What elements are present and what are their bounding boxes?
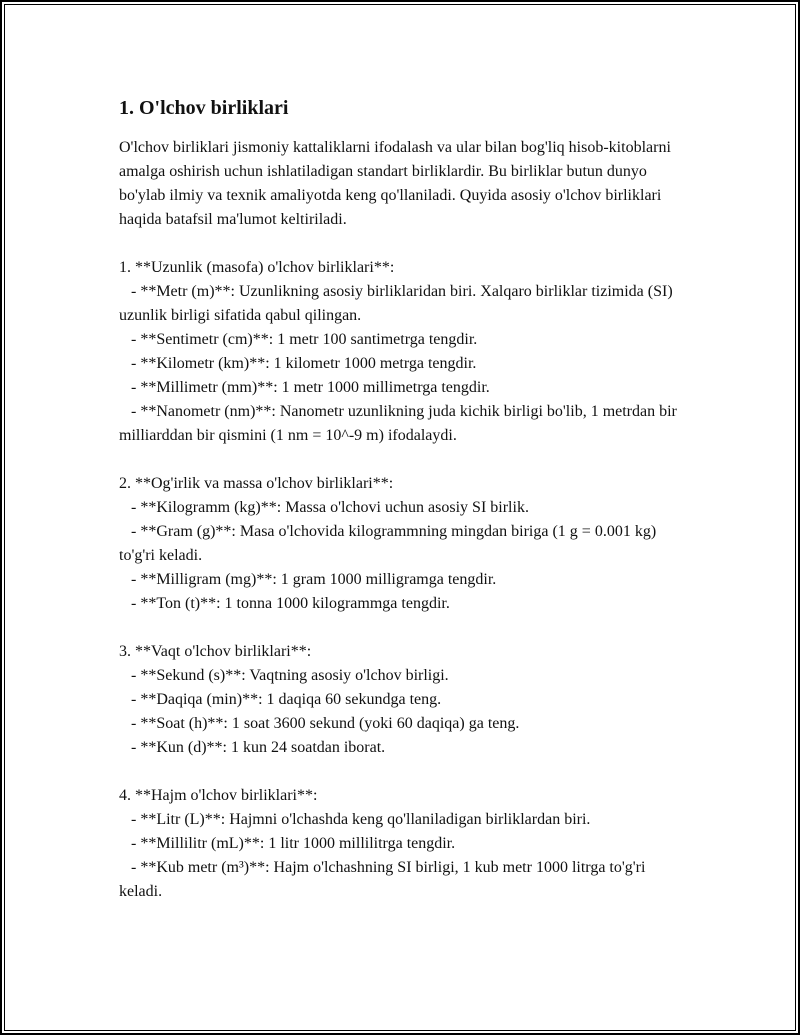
list-item xyxy=(119,328,684,352)
list-item-text: - **Litr (L)**: Hajmni o'lchashda keng qo'llaniladigan birliklardan biri. xyxy=(131,811,591,828)
section-1 xyxy=(119,256,684,448)
list-item-text: - **Daqiqa (min)**: 1 daqiqa 60 sekundga teng. xyxy=(131,691,442,708)
list-item xyxy=(119,400,684,448)
list-item-text: - **Nanometr (nm)**: Nanometr uzunlikning juda kichik birligi bo'lib, 1 metrdan bir milliarddan bir qismini (1 nm = 10^-9 m) ifodalaydi. xyxy=(119,403,681,444)
list-item-text: - **Sentimetr (cm)**: 1 metr 100 santimetrga tengdir. xyxy=(131,331,478,348)
list-item-text: - **Kun (d)**: 1 kun 24 soatdan iborat. xyxy=(131,739,386,756)
list-item-text: - **Millimetr (mm)**: 1 metr 1000 millimetrga tengdir. xyxy=(131,379,490,396)
list-item xyxy=(119,496,684,520)
section-heading: 4. **Hajm o'lchov birliklari**: xyxy=(119,787,318,804)
list-item xyxy=(119,808,684,832)
section-heading: 3. **Vaqt o'lchov birliklari**: xyxy=(119,643,312,660)
list-item xyxy=(119,568,684,592)
list-item-text: - **Kilogramm (kg)**: Massa o'lchovi uchun asosiy SI birlik. xyxy=(131,499,529,516)
section-2 xyxy=(119,472,684,616)
section-heading: 1. **Uzunlik (masofa) o'lchov birliklari**: xyxy=(119,259,395,276)
list-item-text: - **Kub metr (m³)**: Hajm o'lchashning SI birligi, 1 kub metr 1000 litrga to'g'ri keladi. xyxy=(119,859,650,900)
list-item xyxy=(119,352,684,376)
list-item xyxy=(119,592,684,616)
list-item-text: - **Metr (m)**: Uzunlikning asosiy birliklaridan biri. Xalqaro birliklar tizimida (SI) uzunlik birligi sifatida qabul qilingan. xyxy=(119,283,677,324)
document-title: 1. O'lchov birliklari xyxy=(119,97,289,119)
list-item-text: - **Millilitr (mL)**: 1 litr 1000 millilitrga tengdir. xyxy=(131,835,456,852)
list-item-text: - **Sekund (s)**: Vaqtning asosiy o'lchov birligi. xyxy=(131,667,449,684)
section-3 xyxy=(119,640,684,760)
section-4 xyxy=(119,784,684,904)
list-item xyxy=(119,376,684,400)
list-item xyxy=(119,736,684,760)
list-item-text: - **Milligram (mg)**: 1 gram 1000 milligramga tengdir. xyxy=(131,571,497,588)
list-item xyxy=(119,280,684,328)
intro-paragraph: O'lchov birliklari jismoniy kattaliklarni ifodalash va ular bilan bog'liq hisob-kitoblarni amalga oshirish uchun ishlatiladigan standart birliklardir. Bu birliklar butun dunyo bo'ylab ilmiy va texnik amaliyotda keng qo'llaniladi. Quyida asosiy o'lchov birliklari haqida batafsil ma'lumot keltiriladi. xyxy=(119,139,671,228)
list-item xyxy=(119,712,684,736)
document-content xyxy=(119,92,684,928)
list-item xyxy=(119,688,684,712)
list-item xyxy=(119,856,684,904)
list-item-text: - **Soat (h)**: 1 soat 3600 sekund (yoki 60 daqiqa) ga teng. xyxy=(131,715,520,732)
list-item-text: - **Gram (g)**: Masa o'lchovida kilogrammning mingdan biriga (1 g = 0.001 kg) to'g'ri keladi. xyxy=(119,523,661,564)
section-heading: 2. **Og'irlik va massa o'lchov birliklari**: xyxy=(119,475,394,492)
list-item-text: - **Kilometr (km)**: 1 kilometr 1000 metrga tengdir. xyxy=(131,355,477,372)
list-item xyxy=(119,832,684,856)
sections-container xyxy=(119,256,684,904)
list-item xyxy=(119,664,684,688)
list-item xyxy=(119,520,684,568)
list-item-text: - **Ton (t)**: 1 tonna 1000 kilogrammga tengdir. xyxy=(131,595,450,612)
